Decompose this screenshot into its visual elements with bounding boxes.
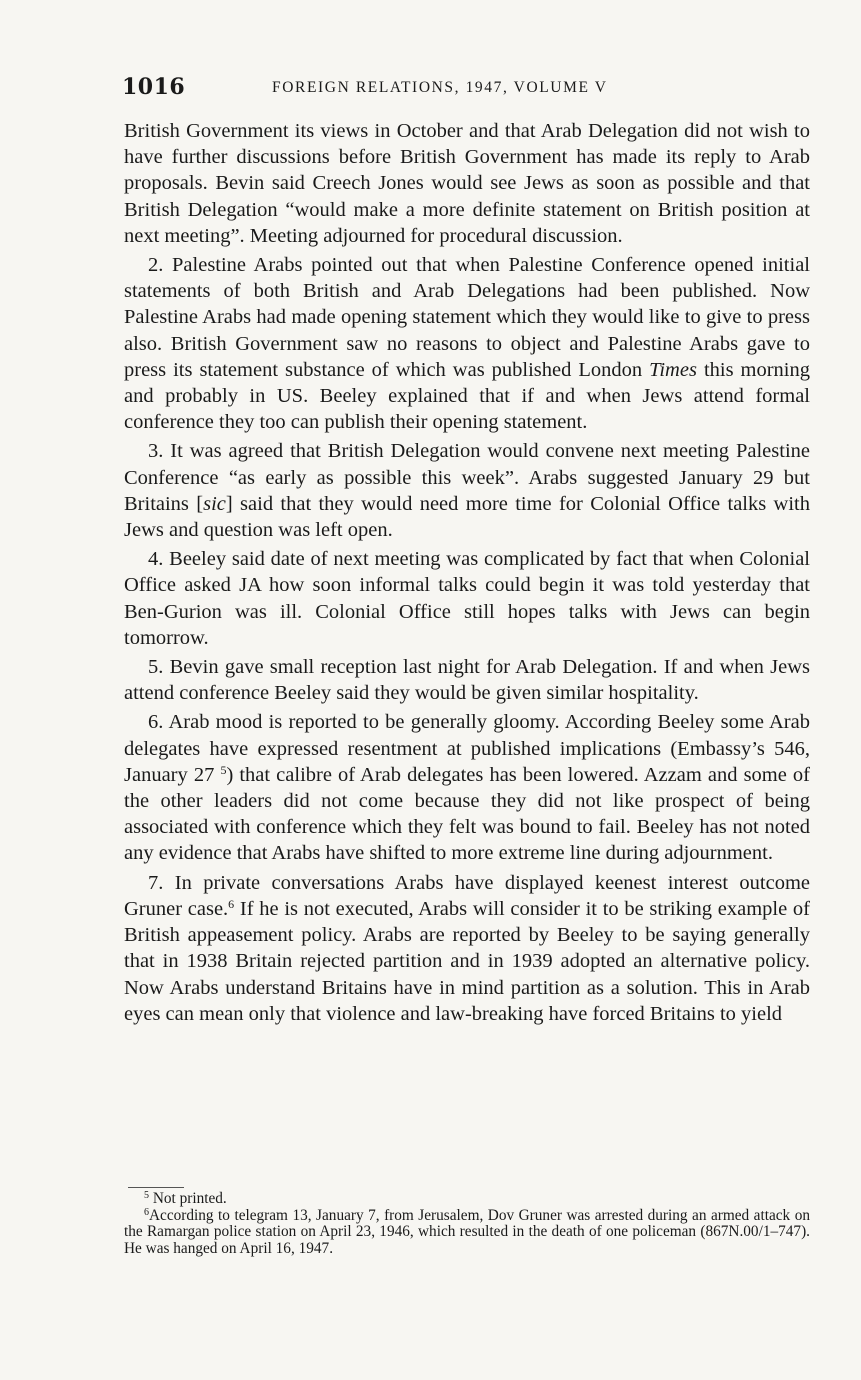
- paragraph-2: [124, 252, 810, 435]
- paragraph-text: ) that calibre of Arab delegates has been lowered. Azzam and some of the other leaders did not come because they did not like prospect of being associated with conference which they felt was bound to fail. Beeley has not noted any evidence that Arabs have shifted to more extreme line during adjournment.: [124, 763, 811, 865]
- italic-times: Times: [649, 358, 697, 381]
- paragraph-3: [124, 438, 810, 543]
- paragraph-text: If he is not executed, Arabs will consider it to be striking example of British appeasement policy. Arabs are reported by Beeley to be saying generally that in 1938 Britain rejected partition and in 1939 adopted an alternative policy. Now Arabs understand Britains have in mind partition as a solution. This in Arab eyes can mean only that violence and law-breaking have forced Britains to yield: [124, 897, 810, 1025]
- paragraph-text: 2. Palestine Arabs pointed out that when Palestine Conference opened initial statements of both British and Arab Delegations had been published. Now Palestine Arabs had made opening statement which they would like to give to press also. British Government saw no reasons to object and Palestine Arabs gave to press its statement substance of which was published London: [124, 254, 810, 381]
- footnote-text: Not printed.: [152, 1190, 227, 1207]
- page-number: 1016: [122, 74, 186, 100]
- paragraph-text: 7. In private conversations Arabs have displayed keenest interest outcome Gruner case.: [124, 871, 810, 920]
- page-header: [122, 74, 812, 108]
- running-head: FOREIGN RELATIONS, 1947, VOLUME V: [272, 79, 608, 96]
- footnotes: [124, 1191, 810, 1257]
- paragraph-text: 5. Bevin gave small reception last night for Arab Delegation. If and when Jews attend conference Beeley said they would be given similar hospitality.: [124, 656, 810, 705]
- paragraph-text: ] said that they would need more time for Colonial Office talks with Jews and question was left open.: [124, 492, 811, 542]
- italic-sic: sic: [203, 492, 226, 515]
- footnote-number: 5: [144, 1190, 149, 1201]
- footnote-number: 6: [144, 1206, 149, 1218]
- footnote-6: [124, 1208, 810, 1258]
- paragraph-text: this morning and probably in US. Beeley explained that if and when Jews attend formal conference they too can publish their opening statement.: [124, 358, 811, 434]
- paragraph-4: [124, 546, 810, 651]
- paragraph-text: British Government its views in October and that Arab Delegation did not wish to have further discussions before British Government has made its reply to Arab proposals. Bevin said Creech Jones would see Jews as soon as possible and that British Delegation “would make a more definite statement on British position at next meeting”. Meeting adjourned for procedural discussion.: [124, 120, 810, 247]
- footnote-text: According to telegram 13, January 7, from Jerusalem, Dov Gruner was arrested during an armed attack on the Ramargan police station on April 23, 1946, which resulted in the death of one policeman (867N.00/1–747). He was hanged on April 16, 1947.: [124, 1206, 810, 1257]
- paragraph-6: [124, 709, 810, 866]
- footnote-ref-5[interactable]: 5: [220, 762, 227, 777]
- paragraph-text: 4. Beeley said date of next meeting was complicated by fact that when Colonial Office asked JA how soon informal talks could begin it was told yesterday that Ben-Gurion was ill. Colonial Office still hopes talks with Jews can begin tomorrow.: [124, 548, 810, 649]
- paragraph-continued: [124, 118, 810, 249]
- footnote-ref-6[interactable]: 6: [228, 896, 235, 911]
- paragraph-text: 3. It was agreed that British Delegation would convene next meeting Palestine Conference “as early as possible this week”. Arabs suggested January 29 but Britains [: [124, 440, 810, 515]
- paragraph-5: [124, 654, 810, 706]
- paragraph-7: [124, 870, 810, 1027]
- paragraph-text: 6. Arab mood is reported to be generally gloomy. According Beeley some Arab delegates have expressed resentment at published implications (Embassy’s 546, January 27: [124, 711, 810, 786]
- footnote-5: [124, 1191, 810, 1208]
- body-text: [124, 118, 810, 1030]
- footnote-divider: [128, 1187, 184, 1188]
